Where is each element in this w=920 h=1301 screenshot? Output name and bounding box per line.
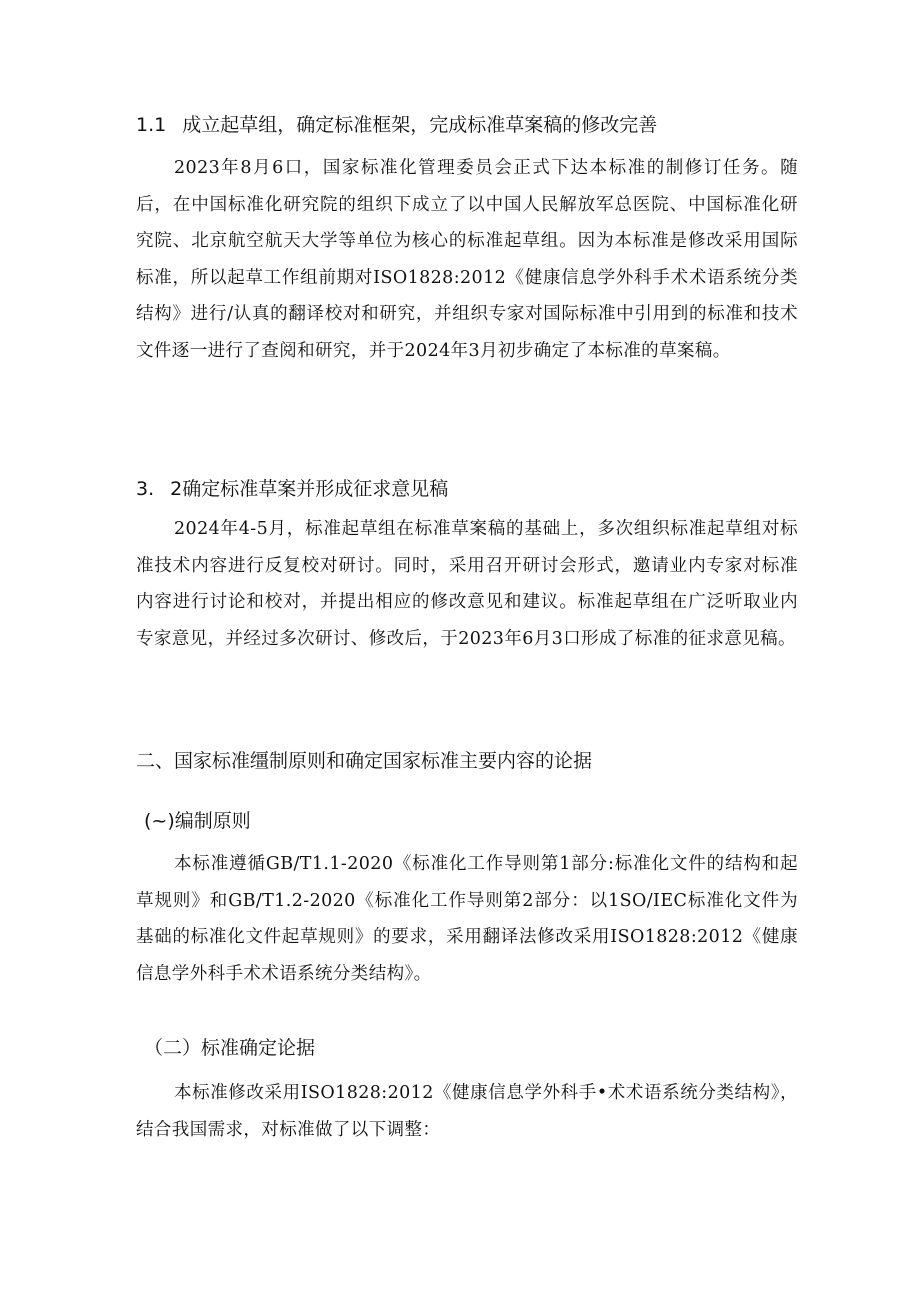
- section-heading-1-1: [136, 110, 657, 137]
- section-heading-principles: 二、国家标准缰制原则和确定国家标准主要内容的论据: [136, 750, 593, 772]
- subsection-heading-compilation: (~)编制原则: [144, 810, 251, 832]
- section-title: 2确定标准草案并形成征求意见稿: [170, 478, 449, 500]
- paragraph-compilation-principles: 本标准遵循GB/T1.1-2020《标准化工作导则第1部分:标准化文件的结构和起草规则》和GB/T1.2-2020《标准化工作导则第2部分：以1SO/IEC标准化文件为基础的标准化文件起草规则》的要求，采用翻译法修改采用ISO1828:2012《健康信息学外科手术术语系统分类结构》。: [136, 854, 798, 984]
- paragraph-basis: 本标准修改采用ISO1828:2012《健康信息学外科手•术术语系统分类结构》，结合我国需求，对标准做了以下调整：: [136, 1083, 798, 1140]
- section-title: 成立起草组，确定标准框架，完成标准草案稿的修改完善: [182, 114, 658, 136]
- subsection-heading-basis: （二）标准确定论据: [144, 1037, 316, 1059]
- section-number: 3.: [136, 478, 155, 500]
- paragraph-consultation-draft: 2024年4-5月，标准起草组在标准草案稿的基础上，多次组织标准起草组对标准技术内容进行反复校对研讨。同时，采用召开研讨会形式，邀请业内专家对标准内容进行讨论和校对，并提出相应的修改意见和建议。标准起草组在广泛听取业内专家意见，并经过多次研讨、修改后，于2023年6月3口形成了标准的征求意见稿。: [136, 519, 798, 649]
- paragraph-drafting-group: 2023年8月6口，国家标准化管理委员会正式下达本标准的制修订任务。随后，在中国标准化研究院的组织下成立了以中国人民解放军总医院、中国标准化研究院、北京航空航天大学等单位为核心的标准起草组。因为本标准是修改采用国际标准，所以起草工作组前期对ISO1828:2012《健康信息学外科手术术语系统分类结构》进行/认真的翻译校对和研究，并组织专家对国际标准中引用到的标准和技术文件逐一进行了查阅和研究，并于2024年3月初步确定了本标准的草案稿。: [136, 158, 798, 361]
- section-heading-draft: [136, 474, 448, 501]
- section-number: 1.1: [136, 114, 167, 136]
